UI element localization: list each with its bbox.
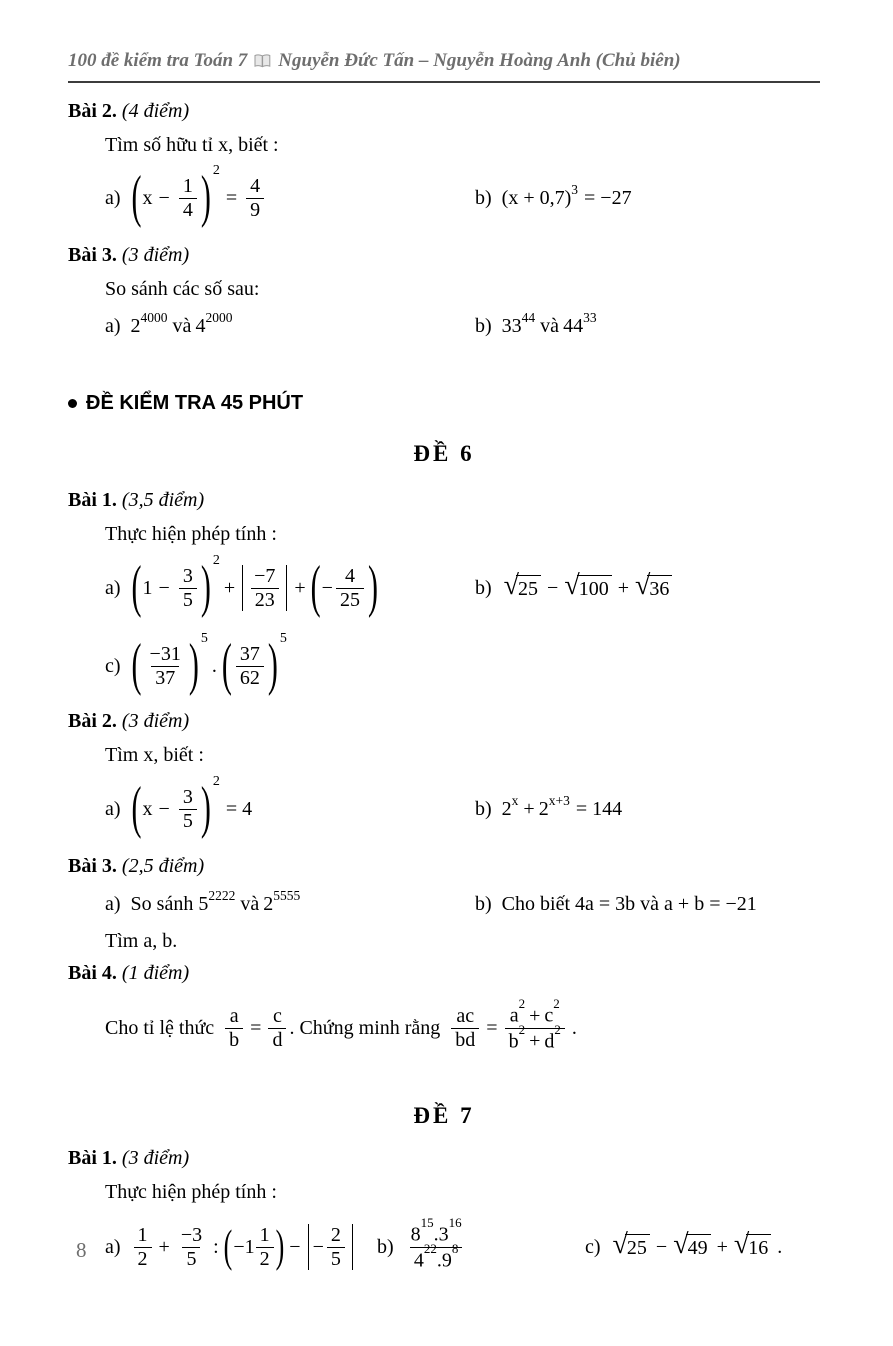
math-term: (x + 0,7) [501,186,572,209]
exponent: 2 [212,774,220,789]
math-text: Cho tỉ lệ thức [105,1016,215,1039]
part-label: b) [475,797,492,820]
bai2-part-b [475,182,632,210]
math-text: . Chứng minh rằng [289,1016,441,1039]
bai2-label: Bài 2. [68,100,117,122]
page-number: 8 [76,1238,87,1262]
denominator: $b^2+ d^2$ [505,1028,565,1053]
bai-points: (3 điểm) [121,1147,190,1169]
part-label: a) [105,797,121,820]
multiply-dot: . [436,1249,442,1272]
de6-bai1-row-ab [105,548,820,628]
exponent: 16 [448,1215,462,1231]
exponent: 5 [279,631,287,646]
numerator: $8^{15}.3^{16}$ [410,1215,462,1247]
bai-points: (3,5 điểm) [121,489,205,511]
de6-bai2-heading [68,710,820,733]
paren-group [131,163,220,230]
bai3-part-b [475,310,598,338]
de6-bai2-prompt: Tìm x, biết : [105,744,204,766]
exponent: 2 [518,1021,526,1037]
part-label: a) [105,314,121,337]
de6-bai3-tail: Tìm a, b. [105,930,178,952]
math-text: và [172,314,192,337]
exponent: x+3 [548,793,570,808]
de7-bai1-part-a [105,1220,377,1272]
denominator: $4^{22}.9^8$ [410,1247,463,1272]
multiply-dot: . [433,1224,439,1247]
power-base: 2 [263,892,274,915]
minus-operator: − [158,797,170,820]
absolute-value-group [308,1224,353,1270]
part-label: a) [105,186,121,209]
math-text: Cho biết 4a = 3b và a + b = −21 [501,892,757,915]
math-term: = 4 [225,797,253,820]
square-root: √ 49 [673,1234,710,1260]
exponent: 44 [521,310,536,325]
exponent: 2000 [205,310,233,325]
equals-sign: = [225,186,238,209]
exponent: 2 [553,996,560,1012]
de7-bai1-part-c [585,1229,783,1260]
exponent: 8 [451,1240,459,1256]
plus-operator: + [523,797,535,820]
part-label: a) [105,576,121,599]
de6-bai1-part-c [105,631,287,698]
equals-sign: = [250,1016,262,1039]
fraction [407,1215,466,1272]
square-root: √ 16 [734,1234,771,1260]
bai3-label: Bài 3. [68,244,117,266]
right-paren-glyph: ) [367,554,378,620]
math-text: và [240,892,260,915]
left-paren-glyph: ( [223,1220,233,1272]
minus-operator: − [321,576,333,599]
left-paren-glyph: ( [221,632,232,698]
bai2-prompt: Tìm số hữu tỉ x, biết : [105,134,279,156]
de6-bai2-part-b [475,793,623,821]
part-label: c) [105,654,121,677]
fraction: $\frac{2}{5}$ [327,1224,345,1270]
minus-operator: − [289,1235,301,1258]
radical-sign: √ [733,1229,750,1260]
radical-sign: √ [564,570,580,601]
page-header [68,50,820,83]
plus-operator: + [529,1005,541,1028]
paren-group [131,553,220,620]
header-authors: Nguyễn Đức Tấn – Nguyễn Hoàng Anh (Chủ biên) [278,50,681,71]
de7-title: ĐỀ 7 [413,1103,475,1128]
de6-bai1-heading [68,489,820,512]
de6-bai3-part-b [475,893,757,916]
paren-group [131,631,208,698]
exponent: 2222 [208,888,236,903]
fraction [505,996,565,1053]
de6-bai1-row-c [105,628,820,704]
part-label: b) [475,186,492,209]
exponent: 15 [420,1215,434,1231]
de7-bai1-heading [68,1147,820,1170]
left-paren-glyph: ( [131,775,142,841]
de6-bai2-part-a [105,774,475,841]
square-root: √ 100 [564,575,611,601]
plus-operator: + [294,576,306,599]
math-term: x [142,797,153,820]
exponent: 22 [423,1240,437,1256]
equals-sign: = [486,1016,498,1039]
exponent: 2 [212,163,220,178]
bai-label: Bài 2. [68,710,117,732]
paren-group [131,774,220,841]
fraction: $\frac{1}{4}$ [179,175,197,221]
right-paren-glyph: ) [200,775,211,841]
radical-sign: √ [634,570,651,601]
radical-sign: √ [503,570,520,601]
left-paren-glyph: ( [131,554,142,620]
bai-label: Bài 1. [68,1147,117,1169]
math-term: = −27 [584,186,632,209]
exponent: 2 [212,553,220,568]
part-label: a) [105,892,121,915]
power-base: 4 [195,314,206,337]
bai2-problem-row [105,160,820,236]
power-base: 2 [130,314,141,337]
exponent: 2 [518,996,526,1012]
minus-operator: − [312,1235,324,1258]
right-paren-glyph: ) [267,632,278,698]
power-base: 2 [538,797,549,820]
de6-bai4-heading [68,962,820,985]
section-title: ĐỀ KIỂM TRA 45 PHÚT [86,392,304,414]
part-label: c) [585,1235,601,1258]
bai-points: (3 điểm) [121,710,190,732]
de6-bai1-part-b [475,570,674,601]
open-book-icon [254,54,271,68]
plus-operator: + [223,576,236,599]
square-root: √ 36 [635,575,672,601]
de7-bai1-prompt: Thực hiện phép tính : [105,1181,277,1203]
power-base: 33 [501,314,522,337]
numerator: $a^2+ c^2$ [509,996,560,1028]
bai3-heading [68,244,820,267]
de7-bai1-part-b [377,1215,585,1272]
fraction: $\frac{c}{d}$ [268,1005,286,1051]
fraction: $\frac{4}{25}$ [336,565,364,611]
plus-operator: + [617,576,629,599]
de6-bai1-prompt: Thực hiện phép tính : [105,523,277,545]
bai2-points: (4 điểm) [121,100,190,122]
minus-operator: − [547,576,559,599]
multiply-dot: . [211,654,217,677]
bai3-problem-row [105,309,820,343]
left-paren-glyph: ( [310,554,321,620]
period: . [777,1235,783,1258]
fraction: $\frac{-31}{37}$ [149,643,181,689]
de6-bai4-row [105,987,820,1069]
paren-group [221,631,287,698]
exponent: 5 [200,631,208,646]
exponent: 4000 [140,310,168,325]
left-paren-glyph: ( [131,164,142,230]
fraction: $\frac{-3}{5}$ [180,1224,203,1270]
radical-sign: √ [673,1229,689,1260]
math-term: = 144 [575,797,623,820]
bai-points: (1 điểm) [121,962,190,984]
bai3-part-a [105,310,475,338]
minus-operator: − [158,186,170,209]
fraction: $\frac{a}{b}$ [225,1005,243,1051]
absolute-value-group [242,565,287,611]
plus-operator: + [158,1235,170,1258]
exponent: 3 [571,182,579,197]
part-label: b) [475,576,492,599]
de6-title: ĐỀ 6 [413,441,475,466]
fraction: $\frac{3}{5}$ [179,786,197,832]
fraction: $\frac{1}{2}$ [134,1224,152,1270]
de6-bai3-heading [68,855,820,878]
bai2-heading [68,100,820,123]
bai-points: (2,5 điểm) [121,855,205,877]
math-term: −1 [233,1235,255,1258]
bullet-icon [68,399,77,408]
paren-group [223,1220,286,1272]
power-base: 44 [563,314,584,337]
exponent: 2 [554,1021,561,1037]
math-term: x [142,186,153,209]
part-label: b) [475,314,492,337]
de6-bai3-row [105,887,820,921]
header-book-title: 100 đề kiểm tra Toán 7 [68,50,248,71]
de6-bai3-part-a [105,888,475,916]
part-label: b) [377,1235,394,1258]
plus-operator: + [529,1030,541,1053]
fraction: $\frac{37}{62}$ [236,643,264,689]
square-root: √ 25 [613,1234,650,1260]
right-paren-glyph: ) [188,632,199,698]
part-label: a) [105,1235,121,1258]
fraction: $\frac{4}{9}$ [246,175,264,221]
math-term: 1 [142,576,153,599]
exponent: 33 [583,310,597,325]
fraction: $\frac{-7}{23}$ [250,565,279,611]
bai-label: Bài 1. [68,489,117,511]
radical-sign: √ [612,1229,628,1260]
fraction: $\frac{1}{2}$ [256,1224,274,1270]
de6-bai1-part-a [105,553,475,620]
left-paren-glyph: ( [131,632,142,698]
division-colon: : [213,1235,219,1258]
math-text: So sánh [130,892,194,915]
exponent: x [511,793,519,808]
bai-label: Bài 4. [68,962,117,984]
paren-group [310,554,379,620]
right-paren-glyph: ) [200,554,211,620]
bai2-part-a [105,163,475,230]
plus-operator: + [716,1235,728,1258]
de6-bai2-row [105,769,820,849]
part-label: b) [475,892,492,915]
math-text: và [540,314,560,337]
right-paren-glyph: ) [275,1220,285,1272]
minus-operator: − [158,576,170,599]
fraction: $\frac{ac}{bd}$ [451,1005,479,1051]
right-paren-glyph: ) [200,164,211,230]
fraction: $\frac{3}{5}$ [179,565,197,611]
power-base: 5 [198,892,209,915]
bai3-prompt: So sánh các số sau: [105,278,260,300]
exponent: 5555 [273,888,301,903]
bai-label: Bài 3. [68,855,117,877]
bai3-points: (3 điểm) [121,244,190,266]
period: . [571,1016,577,1039]
power-base: 2 [501,797,512,820]
square-root: √ 25 [504,575,541,601]
section-45min-heading [68,392,820,415]
de7-bai1-row [105,1206,820,1288]
minus-operator: − [655,1235,668,1258]
